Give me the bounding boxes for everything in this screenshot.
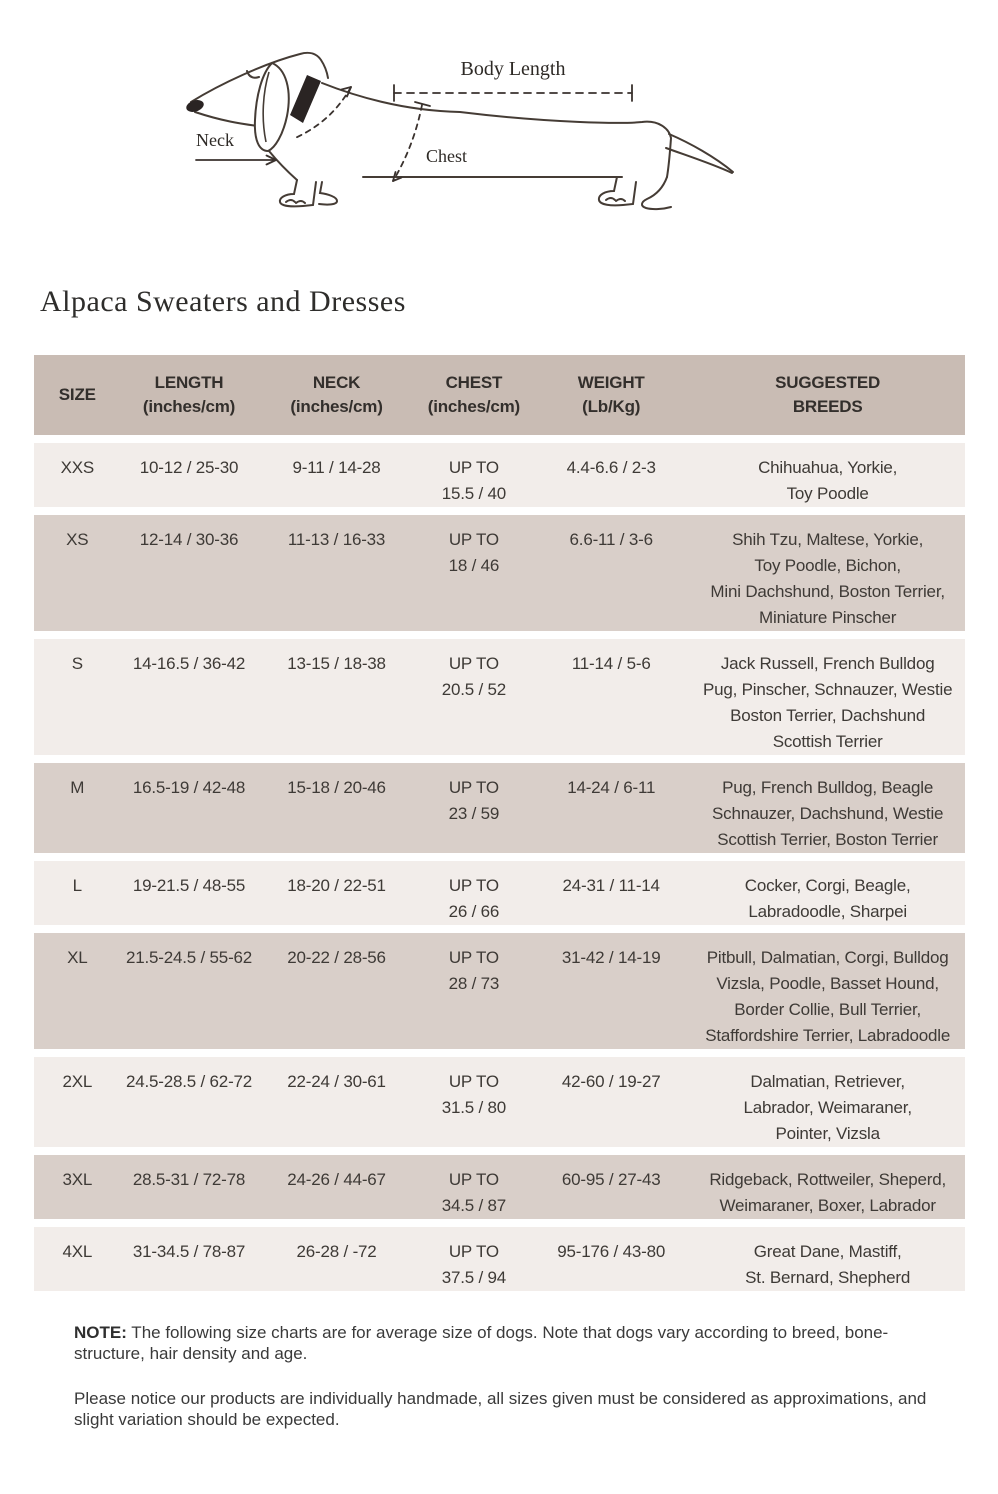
length-value: 19-21.5 / 48-55 — [132, 876, 246, 895]
breeds-line: Scottish Terrier, Boston Terrier — [717, 830, 938, 849]
cell-neck — [257, 1057, 415, 1147]
neck-pointer-arrow — [196, 156, 276, 165]
chest-up-to: UP TO — [448, 1242, 499, 1261]
weight-value: 11-14 / 5-6 — [571, 654, 651, 673]
size-value: S — [71, 654, 83, 673]
cell-chest — [416, 1057, 532, 1147]
dog-jaw-line — [195, 112, 258, 126]
breeds-line: Weimaraner, Boxer, Labrador — [719, 1196, 936, 1215]
cell-size — [34, 763, 121, 853]
cell-neck — [257, 515, 415, 631]
cell-chest — [416, 1155, 532, 1219]
cell-chest — [416, 639, 532, 755]
dog-tail — [666, 148, 732, 173]
column-header-line: SIZE — [58, 385, 96, 404]
chest-up-to: UP TO — [448, 876, 499, 895]
breeds-line: Ridgeback, Rottweiler, Sheperd, — [709, 1170, 946, 1189]
length-value: 16.5-19 / 42-48 — [132, 778, 246, 797]
dog-collar — [290, 75, 321, 123]
table-row — [34, 861, 965, 925]
cell-weight — [532, 639, 690, 755]
neck-value: 22-24 / 30-61 — [287, 1072, 386, 1091]
column-header-breeds — [690, 355, 965, 435]
cell-breeds — [690, 1057, 965, 1147]
breeds-line: Chihuahua, Yorkie, — [758, 458, 898, 477]
cell-neck — [257, 639, 415, 755]
chest-up-to: UP TO — [448, 1072, 499, 1091]
breeds-line: Pitbull, Dalmatian, Corgi, Bulldog — [706, 948, 949, 967]
chest-up-to: UP TO — [448, 1170, 499, 1189]
breeds-line: Vizsla, Poodle, Basset Hound, — [716, 974, 939, 993]
cell-neck — [257, 763, 415, 853]
cell-size — [34, 639, 121, 755]
cell-neck — [257, 861, 415, 925]
breeds-line: Toy Poodle — [786, 484, 869, 503]
size-value: 2XL — [62, 1072, 93, 1091]
cell-weight — [532, 763, 690, 853]
cell-length — [121, 1057, 258, 1147]
table-row — [34, 443, 965, 507]
column-header-line: (inches/cm) — [290, 397, 383, 416]
neck-value: 15-18 / 20-46 — [287, 778, 386, 797]
chest-value: 34.5 / 87 — [441, 1196, 507, 1215]
neck-value: 11-13 / 16-33 — [287, 530, 386, 549]
table-row — [34, 639, 965, 755]
cell-chest — [416, 515, 532, 631]
cell-breeds — [690, 639, 965, 755]
column-header-line: NECK — [312, 373, 361, 392]
cell-breeds — [690, 763, 965, 853]
breeds-line: Boston Terrier, Dachshund — [730, 706, 926, 725]
cell-chest — [416, 933, 532, 1049]
chest-value: 23 / 59 — [448, 804, 500, 823]
cell-weight — [532, 1227, 690, 1291]
dachshund-drawing-icon — [170, 30, 790, 220]
cell-breeds — [690, 1155, 965, 1219]
weight-value: 6.6-11 / 3-6 — [569, 530, 653, 549]
note-label: NOTE: — [74, 1323, 127, 1342]
cell-breeds — [690, 933, 965, 1049]
note-paragraph: Please notice our products are individually handmade, all sizes given must be considered as approximations, and slight variation should be expected. — [74, 1389, 927, 1429]
table-row — [34, 515, 965, 631]
cell-size — [34, 1057, 121, 1147]
weight-value: 4.4-6.6 / 2-3 — [566, 458, 656, 477]
column-header-length — [121, 355, 258, 435]
length-value: 21.5-24.5 / 55-62 — [125, 948, 253, 967]
cell-weight — [532, 1155, 690, 1219]
cell-weight — [532, 861, 690, 925]
neck-value: 9-11 / 14-28 — [292, 458, 381, 477]
body-length-label: Body Length — [460, 58, 566, 80]
cell-chest — [416, 1227, 532, 1291]
size-table-body — [34, 443, 965, 1291]
size-value: XXS — [60, 458, 94, 477]
neck-label: Neck — [196, 130, 234, 150]
cell-size — [34, 861, 121, 925]
breeds-line: St. Bernard, Shepherd — [745, 1268, 911, 1287]
dog-chest-front — [269, 151, 297, 180]
weight-value: 60-95 / 27-43 — [561, 1170, 661, 1189]
size-value: XS — [66, 530, 89, 549]
neck-value: 20-22 / 28-56 — [287, 948, 386, 967]
column-header-size — [34, 355, 121, 435]
breeds-line: Dalmatian, Retriever, — [750, 1072, 905, 1091]
breeds-line: Great Dane, Mastiff, — [753, 1242, 902, 1261]
breeds-line: Toy Poodle, Bichon, — [754, 556, 901, 575]
dog-front-paw-toes — [286, 200, 305, 203]
weight-value: 24-31 / 11-14 — [562, 876, 660, 895]
cell-chest — [416, 763, 532, 853]
size-table-header-row — [34, 355, 965, 435]
table-row — [34, 1057, 965, 1147]
breeds-line: Cocker, Corgi, Beagle, — [744, 876, 911, 895]
breeds-line: Schnauzer, Dachshund, Westie — [712, 804, 944, 823]
cell-neck — [257, 1155, 415, 1219]
breeds-line: Shih Tzu, Maltese, Yorkie, — [732, 530, 924, 549]
column-header-line: (inches/cm) — [427, 397, 521, 416]
column-header-chest — [416, 355, 532, 435]
breeds-line: Staffordshire Terrier, Labradoodle — [705, 1026, 951, 1045]
column-header-line: CHEST — [445, 373, 503, 392]
dog-back-line — [322, 83, 671, 177]
neck-value: 13-15 / 18-38 — [287, 654, 386, 673]
cell-chest — [416, 861, 532, 925]
dog-ear — [255, 63, 289, 151]
dog-front-leg — [319, 182, 337, 205]
weight-value: 31-42 / 14-19 — [561, 948, 661, 967]
table-row — [34, 933, 965, 1049]
cell-breeds — [690, 1227, 965, 1291]
chest-up-to: UP TO — [448, 948, 499, 967]
column-header-line: SUGGESTED — [775, 373, 881, 392]
dog-rear-leg — [642, 177, 671, 209]
weight-value: 42-60 / 19-27 — [561, 1072, 661, 1091]
cell-breeds — [690, 443, 965, 507]
cell-length — [121, 443, 258, 507]
breeds-line: Jack Russell, French Bulldog — [720, 654, 935, 673]
cell-length — [121, 1227, 258, 1291]
table-row — [34, 1227, 965, 1291]
cell-neck — [257, 443, 415, 507]
cell-length — [121, 763, 258, 853]
cell-size — [34, 1227, 121, 1291]
chest-value: 37.5 / 94 — [441, 1268, 507, 1287]
table-row — [34, 1155, 965, 1219]
notes-section — [74, 1322, 940, 1430]
dog-nose — [185, 98, 206, 114]
column-header-line: (inches/cm) — [142, 397, 236, 416]
length-value: 31-34.5 / 78-87 — [132, 1242, 246, 1261]
note-text: The following size charts are for average size of dogs. Note that dogs vary according to breed, bone-structure, hair density and age. — [74, 1323, 889, 1363]
chest-value: 15.5 / 40 — [441, 484, 507, 503]
chest-up-to: UP TO — [448, 530, 499, 549]
cell-size — [34, 515, 121, 631]
breeds-line: Miniature Pinscher — [759, 608, 897, 627]
weight-value: 14-24 / 6-11 — [567, 778, 656, 797]
table-row — [34, 763, 965, 853]
size-value: 4XL — [62, 1242, 93, 1261]
cell-length — [121, 861, 258, 925]
breeds-line: Scottish Terrier — [772, 732, 883, 751]
cell-size — [34, 1155, 121, 1219]
cell-neck — [257, 933, 415, 1049]
chest-value: 20.5 / 52 — [441, 680, 507, 699]
column-header-line: WEIGHT — [577, 373, 645, 392]
size-value: M — [70, 778, 85, 797]
cell-weight — [532, 515, 690, 631]
page-title: Alpaca Sweaters and Dresses — [40, 285, 406, 318]
length-value: 28.5-31 / 72-78 — [132, 1170, 246, 1189]
breeds-line: Mini Dachshund, Boston Terrier, — [710, 582, 945, 601]
dog-rear-paw-toes — [606, 198, 625, 201]
column-header-line: LENGTH — [154, 373, 224, 392]
chest-measure-dashes — [393, 105, 422, 181]
length-value: 24.5-28.5 / 62-72 — [125, 1072, 253, 1091]
cell-chest — [416, 443, 532, 507]
cell-weight — [532, 1057, 690, 1147]
size-value: L — [72, 876, 82, 895]
neck-value: 26-28 / -72 — [296, 1242, 377, 1261]
cell-weight — [532, 933, 690, 1049]
cell-length — [121, 639, 258, 755]
cell-weight — [532, 443, 690, 507]
chest-up-to: UP TO — [448, 458, 499, 477]
cell-length — [121, 933, 258, 1049]
cell-breeds — [690, 515, 965, 631]
length-value: 14-16.5 / 36-42 — [132, 654, 246, 673]
breeds-line: Pug, French Bulldog, Beagle — [722, 778, 934, 797]
column-header-neck — [257, 355, 415, 435]
chest-value: 28 / 73 — [448, 974, 500, 993]
column-header-line: BREEDS — [792, 397, 863, 416]
weight-value: 95-176 / 43-80 — [557, 1242, 666, 1261]
chest-up-to: UP TO — [448, 778, 499, 797]
neck-value: 18-20 / 22-51 — [287, 876, 386, 895]
note-paragraph — [74, 1322, 940, 1364]
chest-value: 18 / 46 — [448, 556, 500, 575]
breeds-line: Pug, Pinscher, Schnauzer, Westie — [702, 680, 953, 699]
length-value: 12-14 / 30-36 — [139, 530, 239, 549]
cell-breeds — [690, 861, 965, 925]
chest-value: 26 / 66 — [448, 902, 500, 921]
length-value: 10-12 / 25-30 — [139, 458, 239, 477]
cell-size — [34, 443, 121, 507]
cell-size — [34, 933, 121, 1049]
column-header-weight — [532, 355, 690, 435]
breeds-line: Border Collie, Bull Terrier, — [734, 1000, 922, 1019]
column-header-line: (Lb/Kg) — [582, 397, 641, 416]
cell-neck — [257, 1227, 415, 1291]
cell-length — [121, 1155, 258, 1219]
breeds-line: Labrador, Weimaraner, — [743, 1098, 912, 1117]
breeds-line: Pointer, Vizsla — [775, 1124, 880, 1143]
size-value: 3XL — [62, 1170, 93, 1189]
chest-label: Chest — [426, 146, 468, 166]
chest-value: 31.5 / 80 — [441, 1098, 507, 1117]
cell-length — [121, 515, 258, 631]
breeds-line: Labradoodle, Sharpei — [748, 902, 907, 921]
size-table — [34, 355, 965, 1291]
size-value: XL — [67, 948, 88, 967]
dog-measurement-diagram — [170, 30, 790, 220]
neck-value: 24-26 / 44-67 — [287, 1170, 386, 1189]
chest-up-to: UP TO — [448, 654, 499, 673]
